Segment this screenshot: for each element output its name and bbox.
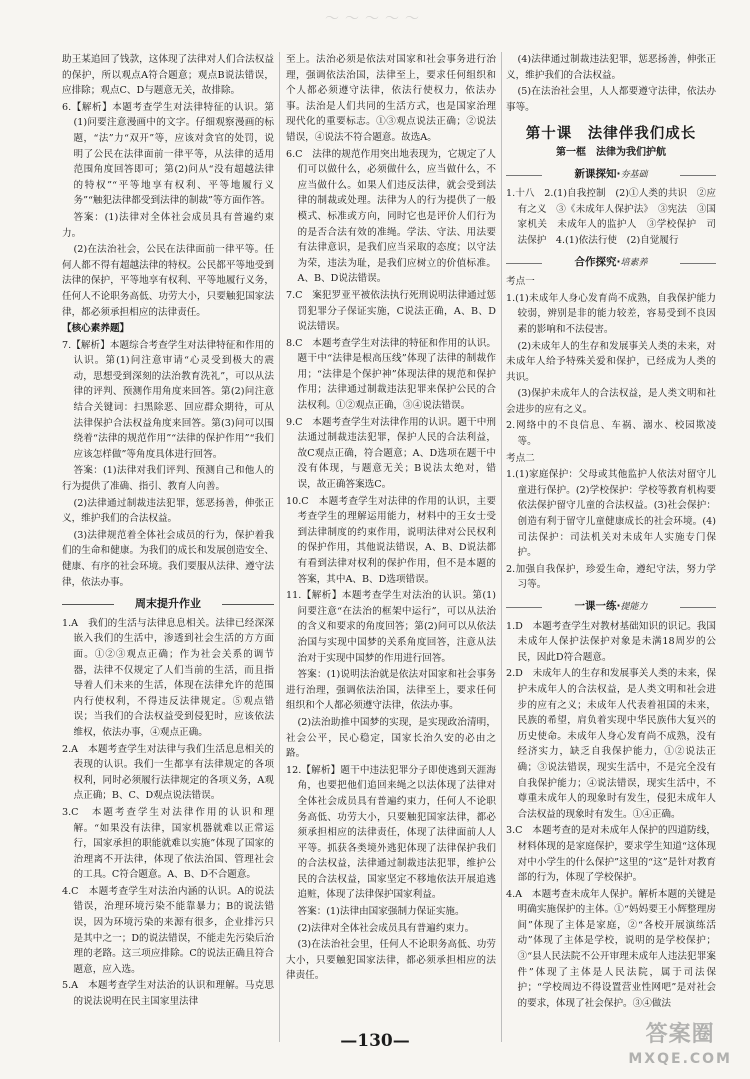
column-divider bbox=[501, 52, 502, 1042]
answer-paragraph: 答案：(1)法律由国家强制力保证实施。 bbox=[297, 906, 465, 918]
answer-paragraph: (2)法律通过制裁违法犯罪，惩恶扬善，伸张正义，维护我们的合法权益。 bbox=[62, 497, 274, 525]
section-banner-practice bbox=[506, 599, 716, 616]
answer-paragraph: 8.C 本题考查学生对法律的特征和作用的认识。题干中“法律是根高压线”体现了法律的制裁作用；“法律是个保护神”体现法律的规范和保护作用；法律通过制裁违法犯罪来保护公民的合法权利。①②观点正确，③④说法错误。 bbox=[286, 337, 496, 412]
answer-paragraph: 2.网络中的不良信息、车祸、溺水、校园欺凌等。 bbox=[506, 420, 716, 448]
answer-paragraph: 3.C 本题考查的是对未成年人保护的四道防线，材料体现的是家庭保护，要求学生知道“这体现对中小学生的什么保护”这里的“这”是针对教育部的行为，体现了学校保护。 bbox=[506, 825, 716, 884]
answer-paragraph: 1.(1)未成年人身心发育尚不成熟，自我保护能力较弱，辨别是非的能力较差，容易受到不良因素的影响和不法侵害。 bbox=[506, 292, 716, 335]
answer-paragraph: (2)未成年人的生存和发展事关人类的未来，对未成年人给予特殊关爱和保护，已经成为人类的共识。 bbox=[506, 340, 716, 383]
answer-paragraph: 11.【解析】本题考查学生对法治的认识。第(1)问要注意“在法治的框架中运行”，可以从法治的含义和要求的角度回答；第(2)问可以从依法治国与实现中国梦的关系角度回答，注意从法治对于实现中国梦的作用进行回答。 bbox=[286, 590, 496, 664]
cooperate-answers bbox=[506, 274, 716, 593]
answer-paragraph: 2.A 本题考查学生对法律与我们生活息息相关的表现的认识。我们一生都享有法律规定的各项权利，同时必须履行法律规定的各项义务，A观点正确；B、C、D观点说法错误。 bbox=[62, 743, 274, 802]
watermark-url: MXQE.COM bbox=[628, 1051, 732, 1067]
answer-paragraph: 1.A 我们的生活与法律息息相关。法律已经深深嵌入我们的生活中，渗透到社会生活的方方面面。①②③观点正确；作为社会关系的调节器，法律不仅规定了人们当前的生活，而且指导着人们未来的生活，体现在法律允许的范围内行使权利，不得违反法律规定。⑤观点错误；当我们的合法权益受到侵犯时，应该依法维权，依法办事，④观点正确。 bbox=[62, 617, 274, 738]
column-divider bbox=[279, 52, 280, 1042]
lesson-title: 第十课 法律伴我们成长 bbox=[525, 126, 697, 143]
answer-paragraph: 1.十八 2.(1)自我控制 (2)①人类的共识 ②应有之义 ③《未成年人保护法》 ③宪法 ③国家机关 未成年人的监护人 ③学校保护 司法保护 4.(1)依法行使 (2)自觉履行 bbox=[506, 188, 716, 246]
lesson-subtitle: 第一框 法律为我们护航 bbox=[556, 146, 666, 158]
banner-sub: 培素养 bbox=[620, 257, 648, 268]
answer-paragraph: 2.加强自我保护，珍爱生命，遵纪守法，努力学习等。 bbox=[506, 563, 716, 591]
top-faint-mark: ～～～～～ bbox=[325, 11, 425, 27]
answer-paragraph: 3.C 本题考查学生对法律作用的认识和理解。“如果没有法律，国家机器就难以正常运行，国家承担的职能就难以实施”体现了国家的治理离不开法律，体现了依法治国、管理社会的工具。C符合题意。A、B、D不合题意。 bbox=[62, 806, 274, 881]
column-right bbox=[506, 52, 716, 1032]
answer-paragraph: 4.C 本题考查学生对法治内涵的认识。A的说法错误，治理环境污染不能靠暴力；B的说法错误，因为环境污染的来源有很多，企业排污只是其中之一；D的说法错误，不能走先污染后治理的老路。这三项应排除。C的说法正确且符合题意，应入选。 bbox=[62, 885, 274, 975]
answer-paragraph: 至上。法治必须是依法对国家和社会事务进行治理，强调依法治国，法律至上，要求任何组织和个人都必须遵守法律，依法行使权力，依法办事。法治是人们共同的生活方式，也是国家治理现代化的重要标志。①③观点说法正确；②说法错误，④说法不符合题意。故选A。 bbox=[286, 54, 496, 143]
answer-paragraph: 6.【解析】本题考查学生对法律特征的认识。第(1)问要注意漫画中的文字。仔细观察漫画的标题，“法”力“双开”等，应该对贪官的处罚，说明了公民在法律面前一律平等，从法律的适用范围角度回答即可；第(2)问从“没有超越法律的特权”“平等地享有权利、平等地履行义务”“触犯法律都受到法律的制裁”等方面作答。 bbox=[62, 101, 274, 207]
banner-main: 一课一练· bbox=[574, 600, 621, 612]
banner-sub: 夯基础 bbox=[620, 169, 648, 180]
answer-paragraph: 【核心素养题】 bbox=[62, 323, 130, 335]
section-banner-new-lesson bbox=[506, 167, 716, 184]
answer-paragraph: 7.【解析】本题综合考查学生对法律特征和作用的认识。第(1)问注意审请“心灵受到极大的震动，思想受到深刻的法治教育洗礼”，可以从法律的评判、预测作用角度来回答。第(2)问注意结合关键词：扫黑除恶、回应群众期待，可从法律保护合法权益角度来回答。第(3)问可以围绕着“法律的规范作用”“法律的保护作用”“我们应该怎样做”等角度具体进行回答。 bbox=[62, 339, 274, 460]
column-left bbox=[62, 52, 274, 1032]
answer-paragraph: 9.C 本题考查学生对法律作用的认识。题干中刑法通过制裁违法犯罪，保护人民的合法利益，故C观点正确，符合题意；A、D选项在题干中没有体现，与题意无关；B说法太绝对，错误，故正确答案选C。 bbox=[286, 416, 496, 491]
watermark-text: 答案圈 bbox=[645, 1022, 715, 1047]
practice-answers bbox=[506, 619, 716, 1012]
banner-sub: 提能力 bbox=[620, 602, 648, 612]
answer-paragraph: 考点二 bbox=[506, 452, 535, 464]
section-title: 周末提升作业 bbox=[62, 596, 274, 612]
answer-paragraph: 5.A 本题考查学生对法治的认识和理解。马克思的说法说明在民主国家里法律 bbox=[62, 980, 274, 1008]
banner-main: 合作探究· bbox=[574, 255, 621, 268]
answer-paragraph: 7.C 案犯罗亚平被依法执行死刑说明法律通过惩罚犯罪分子保证实施，C说法正确，A、B、D说法错误。 bbox=[286, 289, 496, 333]
answer-paragraph: (3)在法治社会里，任何人不论职务高低、功劳大小，只要触犯国家法律，都必须承担相应的法律责任。 bbox=[286, 939, 496, 982]
answer-paragraph: 12.【解析】题干中违法犯罪分子即使逃到天涯海角，也要把他们追回来绳之以法体现了法律对全体社会成员具有普遍约束力，任何人不论职务高低、功劳大小，只要触犯国家法律，都必须承担相应的法律责任，体现了法律面前人人平等。抓获各类境外逃犯体现了法律保护我们的合法权益，法律通过制裁违法犯罪，维护公民的合法权益，国家坚定不移地依法开展追逃追赃，体现了法律保护国家利益。 bbox=[286, 764, 496, 901]
answer-paragraph: 考点一 bbox=[506, 276, 535, 288]
answer-paragraph: (2)法治助推中国梦的实现，是实现政治清明，社会公平，民心稳定，国家长治久安的必由之路。 bbox=[286, 716, 496, 760]
answer-paragraph: (4)法律通过制裁违法犯罪，惩恶扬善，伸张正义，维护我们的合法权益。 bbox=[506, 54, 716, 81]
answer-paragraph: 6.C 法律的规范作用突出地表现为，它规定了人们可以做什么，必须做什么，应当做什么，不应当做什么。如果人们违反法律，就会受到法律的制裁或处理。法律为人的行为提供了一般模式、标准或方向，同时它也是评价人们行为的是否合法有效的准绳。学法、守法、用法要有法律意识，是我们应当采取的态度；以守法为荣，违法为耻，是我们应树立的价值标准。A、B、D说法错误。 bbox=[286, 148, 496, 285]
answer-paragraph: 1.D 本题考查学生对教材基础知识的识记。我国未成年人保护法保护对象是未满18周岁的公民，因此D符合题意。 bbox=[506, 620, 716, 663]
section-banner-cooperate bbox=[506, 255, 716, 272]
answer-paragraph: 10.C 本题考查学生对法律的作用的认识，主要考查学生的理解运用能力，材料中的王女士受到法律制度的约束作用，说明法律对公民权利的保护作用，其他说法错误，A、B、D说法都有看到法律对权利的保护作用，但不是本题的答案，其中A、B、D选项错误。 bbox=[286, 495, 496, 585]
answer-paragraph: 助王某追回了钱款，这体现了法律对人们合法权益的保护，所以观点A符合题意；观点B说法错误，应排除；观点C、D与题意无关，故排除。 bbox=[62, 54, 274, 97]
answer-paragraph: 2.D 未成年人的生存和发展事关人类的未来，保护未成年人的合法权益，是人类文明和社会进步的应有之义；未成年人代表着祖国的未来，民族的希望，肩负着实现中华民族伟大复兴的历史使命。未成年人身心发育尚不成熟，没有经济实力，缺乏自我保护能力，①②说法正确；③说法错误，现实生活中，不是完全没有自我保护能力；④说法错误，现实生活中，不尊重未成年人的现象时有发生，侵犯未成年人合法权益的现象时有发生。①④正确。 bbox=[506, 668, 716, 820]
answer-paragraph: (3)法律规范着全体社会成员的行为，保护着我们的生命和健康。为我们的成长和发展创造安全、健康、有序的社会环境。我们要服从法律、遵守法律，依法办事。 bbox=[62, 529, 274, 588]
answer-paragraph: 1.(1)家庭保护：父母或其他监护人依法对留守儿童进行保护。(2)学校保护：学校等教育机构要依法保护留守儿童的合法权益。(3)社会保护：创造有利于留守儿童健康成长的社会环境。(4)司法保护：司法机关对未成年人实施专门保护。 bbox=[506, 469, 716, 559]
answer-paragraph: (2)法律对全体社会成员具有普遍约束力。 bbox=[297, 922, 475, 934]
banner-main: 新课探知· bbox=[574, 167, 621, 180]
answer-paragraph: 答案：(1)法律对全体社会成员具有普遍约束力。 bbox=[62, 211, 274, 239]
page-number: —130— bbox=[340, 1031, 410, 1051]
answer-paragraph: 答案：(1)法律对我们评判、预测自己和他人的行为提供了准确、指引、教育人向善。 bbox=[62, 465, 274, 493]
answer-paragraph: 答案：(1)说明法治就是依法对国家和社会事务进行治理，强调依法治国，法律至上，要求任何组织和个人都必须遵守法律，依法办事。 bbox=[286, 669, 496, 712]
site-watermark bbox=[628, 1023, 732, 1071]
answer-paragraph: (2)在法治社会，公民在法律面前一律平等。任何人都不得有超越法律的特权。公民都平等地受到法律的保护，平等地享有权利、平等地履行义务，任何人不论职务高低、功劳大小，只要触犯国家法律，都必须承担相应的法律责任。 bbox=[62, 244, 274, 318]
column-middle bbox=[286, 52, 496, 1032]
answer-paragraph: (5)在法治社会里，人人都要遵守法律，依法办事等。 bbox=[506, 86, 716, 113]
answer-paragraph: 4.A 本题考查未成年人保护。解析本题的关键是明确实施保护的主体。①“妈妈要王小辉整理房间”体现了主体是家庭，②“各校开展演练活动”体现了主体是学校，说明的是学校保护；③“县人民法院不公开审理未成年人违法犯罪案件”体现了主体是人民法院，属于司法保护；“学校周边不得设置营业性网吧”是对社会的要求，体现了社会保护。③④做法 bbox=[506, 888, 716, 1009]
new-lesson-answers bbox=[506, 186, 716, 248]
answer-paragraph: (3)保护未成年人的合法权益，是人类文明和社会进步的应有之义。 bbox=[506, 388, 716, 415]
col3-top-answers bbox=[506, 52, 716, 115]
